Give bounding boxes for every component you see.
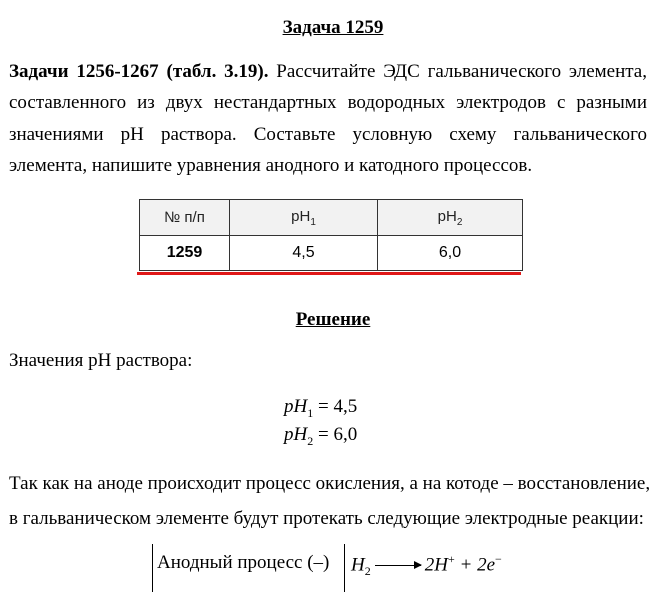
eq2-sub: 2 (307, 433, 314, 448)
header-ph1-label: pH (291, 207, 311, 225)
highlight-underline (137, 272, 521, 275)
reactant-sub: 2 (364, 564, 371, 579)
scheme-left-bar (152, 544, 153, 592)
product1-sup: + (447, 552, 455, 566)
cell-number: 1259 (140, 236, 230, 271)
cell-ph1: 4,5 (230, 236, 378, 271)
header-ph2-label: pH (437, 207, 457, 225)
reactant: H (351, 554, 365, 576)
equation-ph2 (284, 424, 357, 449)
problem-statement (9, 56, 647, 181)
anode-reaction (351, 552, 502, 579)
anode-process-label: Анодный процесс (–) (157, 552, 330, 573)
explanation-line-2: в гальваническом элементе будут протекать следующие электродные реакции: (9, 508, 644, 529)
eq1-rhs: = 4,5 (313, 396, 358, 417)
problem-text: Рассчитайте ЭДС гальванического элемента, составленного из двух нестандартных водородных электродов с разными значениями pH раствора. Составьте условную схему гальванического элемента, напишите уравнения анодного и катодного процессов. (9, 61, 647, 176)
ph-intro: Значения pH раствора: (9, 350, 193, 371)
header-number: № п/п (140, 200, 230, 236)
table-row (140, 236, 523, 271)
solution-title: Решение (295, 309, 371, 330)
data-table (139, 199, 523, 271)
product2-sup: − (495, 552, 502, 566)
problem-lead: Задачи 1256-1267 (табл. 3.19). (9, 61, 269, 82)
eq1-sub: 1 (307, 405, 314, 420)
table-header-row (140, 200, 523, 236)
eq2-lhs: pH (284, 424, 308, 445)
product2: + 2e (454, 554, 496, 576)
header-ph1 (230, 200, 378, 236)
eq2-rhs: = 6,0 (313, 424, 358, 445)
scheme-middle-bar (344, 544, 345, 592)
header-ph2 (378, 200, 523, 236)
header-ph1-sub: 1 (310, 216, 316, 228)
cell-ph2: 6,0 (378, 236, 523, 271)
eq1-lhs: pH (284, 396, 308, 417)
explanation-line-1: Так как на аноде происходит процесс окисления, а на котоде – восстановление, (9, 473, 651, 494)
product1: 2H (424, 554, 448, 576)
equation-ph1 (284, 396, 357, 421)
reaction-arrow-icon (375, 565, 421, 566)
problem-title: Задача 1259 (282, 17, 384, 38)
header-ph2-sub: 2 (456, 216, 463, 228)
